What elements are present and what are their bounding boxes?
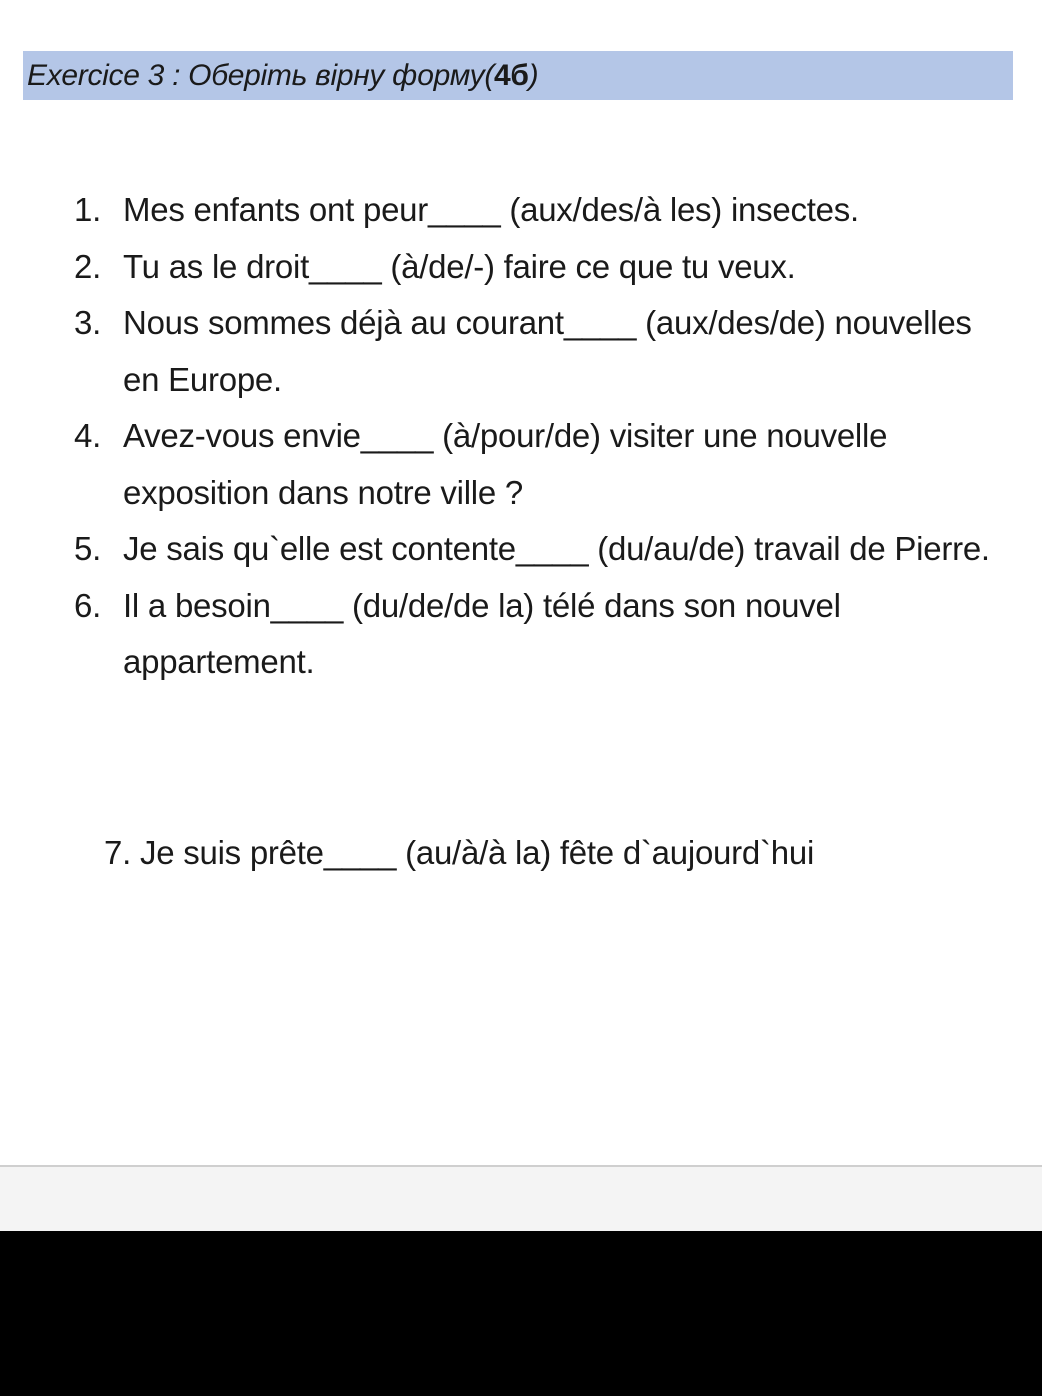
item-number: 2. bbox=[74, 247, 102, 285]
item-number: 5. bbox=[74, 530, 102, 567]
exercise-item-4 bbox=[0, 408, 1042, 521]
exercise-item-7: 7. Je suis prête____ (au/à/à la) fête d`aujourd`hui bbox=[104, 834, 815, 871]
exercise-points: 4б bbox=[494, 58, 529, 92]
exercise-item-2 bbox=[0, 239, 1042, 296]
item-number: 1. bbox=[74, 191, 102, 228]
item-text: Tu as le droit____ (à/de/-) faire ce que tu veux. bbox=[123, 247, 796, 285]
item-text: Nous sommes déjà au courant____ (aux/des/de) nouvelles en Europe. bbox=[123, 304, 972, 398]
screen-bottom-bar bbox=[0, 1231, 1042, 1396]
exercise-header bbox=[23, 51, 1013, 100]
item-text: Avez-vous envie____ (à/pour/de) visiter une nouvelle exposition dans notre ville ? bbox=[123, 417, 888, 511]
item-text: Il a besoin____ (du/de/de la) télé dans son nouvel appartement. bbox=[123, 586, 841, 680]
item-number: 4. bbox=[74, 417, 102, 454]
item-number: 6. bbox=[74, 586, 102, 624]
item-text: Mes enfants ont peur____ (aux/des/à les) insectes. bbox=[123, 191, 859, 228]
exercise-item-1 bbox=[0, 182, 1042, 239]
exercise-item-6 bbox=[0, 578, 1042, 691]
item-text: Je sais qu`elle est contente____ (du/au/de) travail de Pierre. bbox=[123, 530, 990, 567]
item-number: 3. bbox=[74, 304, 102, 341]
exercise-item-3 bbox=[0, 295, 1042, 408]
exercise-title: Exercice 3 : Оберіть вірну форму( bbox=[27, 58, 495, 92]
exercise-title-close: ) bbox=[528, 58, 539, 92]
page-break-gap bbox=[0, 1165, 1042, 1231]
exercise-item-5 bbox=[0, 521, 1042, 578]
exercise-list bbox=[0, 182, 1042, 691]
